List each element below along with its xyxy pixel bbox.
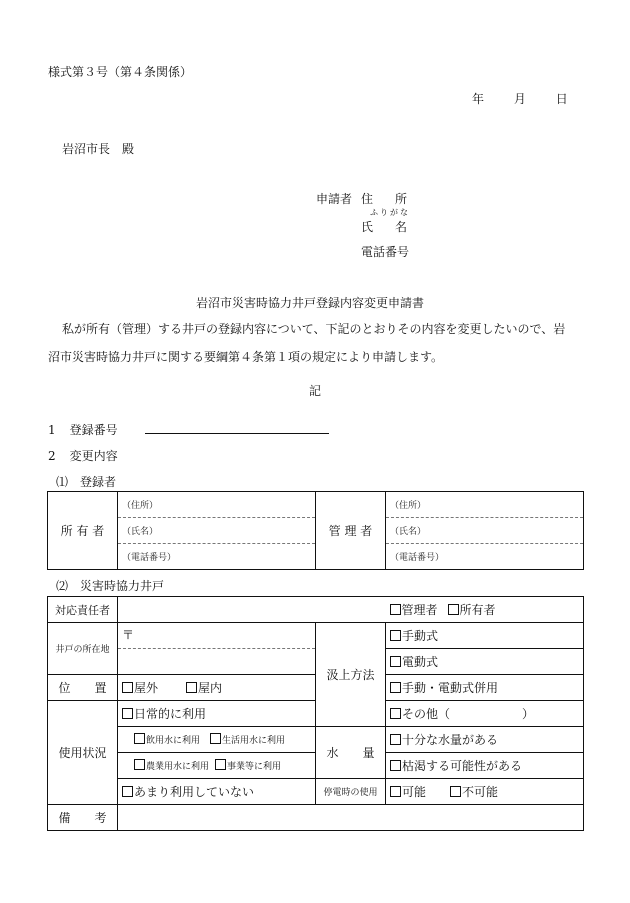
section1-label: 登録番号 (69, 423, 118, 437)
location-label: 井戸の所在地 (48, 623, 118, 675)
position-label: 位 置 (48, 675, 118, 701)
checkbox-household[interactable] (210, 733, 221, 744)
usage-sub-drinking: 飲用水に利用 (146, 736, 201, 746)
location-address-field[interactable] (118, 649, 316, 675)
checkbox-dry[interactable] (390, 760, 401, 771)
pump-option-both (386, 675, 584, 701)
registrant-table (47, 491, 584, 570)
manager-name-field[interactable]: （氏名） (386, 518, 584, 544)
checkbox-electric[interactable] (390, 656, 401, 667)
checkbox-enough[interactable] (390, 734, 401, 745)
pump-opt-both-text: 手動・電動式併用 (402, 681, 499, 695)
remarks-field[interactable] (118, 805, 584, 831)
subsection2-heading: ⑵ 災害時協力井戸 (56, 579, 165, 593)
usage-sub-business: 事業等に利用 (227, 762, 282, 772)
document-title: 岩沼市災害時協力井戸登録内容変更申請書 (196, 296, 425, 310)
responsible-blank (118, 597, 386, 623)
usage-label: 使用状況 (48, 701, 118, 805)
form-number: 様式第３号（第４条関係） (48, 65, 193, 79)
pos-opt-outdoor: 屋外 (134, 681, 159, 695)
postal-code-field[interactable]: 〒 (118, 623, 316, 649)
checkbox-business[interactable] (215, 759, 226, 770)
manager-label: 管 理 者 (316, 492, 386, 570)
section1-number: 1 (48, 423, 56, 437)
pump-opt-other-text: その他（ ） (402, 707, 535, 721)
checkbox-rarely[interactable] (122, 786, 133, 797)
checkbox-possible[interactable] (390, 786, 401, 797)
checkbox-agriculture[interactable] (134, 759, 145, 770)
usage-sub-row-1 (118, 727, 316, 753)
checkbox-indoor[interactable] (186, 682, 197, 693)
resp-opt-owner: 所有者 (459, 603, 496, 617)
checkbox-other[interactable] (390, 708, 401, 719)
addressee: 岩沼市長 殿 (62, 142, 135, 156)
owner-label: 所 有 者 (48, 492, 118, 570)
pumping-label: 汲上方法 (316, 623, 386, 727)
outage-label: 停電時の使用 (316, 779, 386, 805)
pump-option-manual (386, 623, 584, 649)
usage-opt-daily-text: 日常的に利用 (134, 707, 207, 721)
usage-option-rarely (118, 779, 316, 805)
date-row (472, 90, 568, 107)
outage-opt-impossible: 不可能 (462, 785, 499, 799)
well-table (47, 596, 584, 831)
section2-heading (48, 447, 118, 464)
position-options (118, 675, 316, 701)
water-option-enough (386, 727, 584, 753)
pos-opt-indoor: 屋内 (198, 681, 223, 695)
usage-sub-agriculture: 農業用水に利用 (146, 762, 210, 772)
responsible-label: 対応責任者 (48, 597, 118, 623)
water-opt-enough-text: 十分な水量がある (402, 733, 499, 747)
usage-sub-row-2 (118, 753, 316, 779)
checkbox-manager[interactable] (390, 604, 401, 615)
outage-options (386, 779, 584, 805)
registration-number-line[interactable] (145, 433, 329, 434)
checkbox-manual[interactable] (390, 630, 401, 641)
remarks-label: 備 考 (48, 805, 118, 831)
checkbox-daily[interactable] (122, 708, 133, 719)
checkbox-drinking[interactable] (134, 733, 145, 744)
applicant-address-label: 住所 (361, 192, 430, 206)
ki-label: 記 (309, 384, 322, 398)
usage-opt-rarely-text: あまり利用していない (134, 785, 255, 799)
checkbox-impossible[interactable] (450, 786, 461, 797)
subsection1-heading: ⑴ 登録者 (56, 475, 117, 489)
applicant-furigana: ふりがな (370, 208, 410, 217)
pump-opt-electric-text: 電動式 (402, 655, 439, 669)
manager-address-field[interactable]: （住所） (386, 492, 584, 518)
owner-phone-field[interactable]: （電話番号） (118, 544, 316, 570)
usage-option-daily (118, 701, 316, 727)
pump-opt-manual-text: 手動式 (402, 629, 439, 643)
applicant-phone-label: 電話番号 (361, 245, 410, 259)
section1-heading (48, 421, 118, 438)
date-year-label: 年 (472, 92, 485, 106)
section2-number: 2 (48, 449, 56, 463)
owner-address-field[interactable]: （住所） (118, 492, 316, 518)
checkbox-owner[interactable] (448, 604, 459, 615)
checkbox-both[interactable] (390, 682, 401, 693)
applicant-name-label: 氏名 (361, 220, 430, 234)
checkbox-outdoor[interactable] (122, 682, 133, 693)
pump-option-other (386, 701, 584, 727)
water-label: 水 量 (316, 727, 386, 779)
manager-phone-field[interactable]: （電話番号） (386, 544, 584, 570)
usage-sub-household: 生活用水に利用 (222, 736, 286, 746)
water-opt-dry-text: 枯渇する可能性がある (402, 759, 523, 773)
outage-opt-possible: 可能 (402, 785, 427, 799)
date-day-label: 日 (555, 92, 568, 106)
resp-opt-manager: 管理者 (401, 603, 438, 617)
body-line-1: 私が所有（管理）する井戸の登録内容について、下記のとおりその内容を変更したいので、岩 (62, 322, 566, 336)
water-option-dry (386, 753, 584, 779)
owner-name-field[interactable]: （氏名） (118, 518, 316, 544)
date-month-label: 月 (513, 92, 526, 106)
pump-option-electric (386, 649, 584, 675)
applicant-label: 申請者 (316, 192, 353, 206)
section2-label: 変更内容 (69, 449, 118, 463)
body-line-2: 沼市災害時協力井戸に関する要綱第４条第１項の規定により申請します。 (48, 350, 444, 364)
responsible-options (386, 597, 584, 623)
